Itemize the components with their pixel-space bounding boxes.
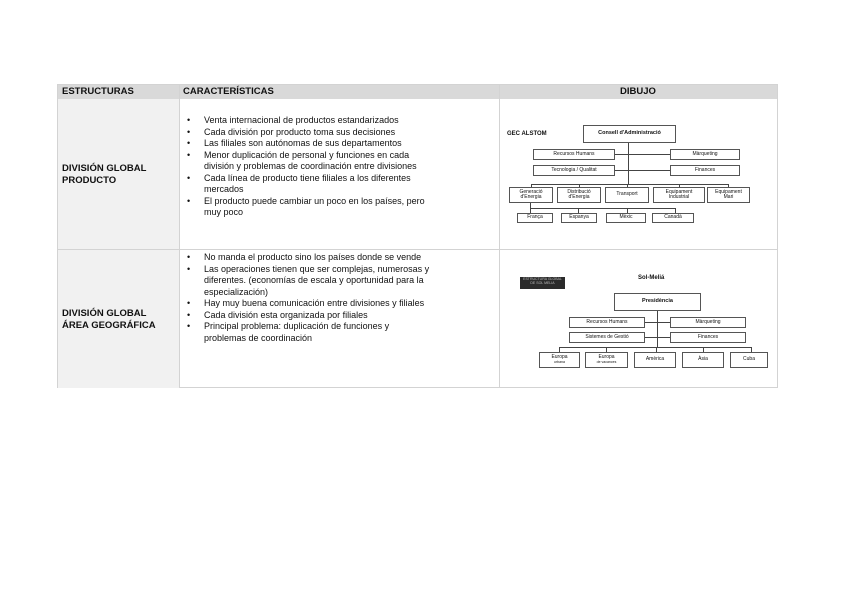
diagram2-bar-text: ESTRUCTURA GLOBAL bbox=[523, 277, 562, 281]
diagram2-staff-left-2: Sistemes de Gestió bbox=[569, 332, 645, 343]
region-label: de vacances bbox=[596, 360, 617, 364]
list-item: • Las operaciones tienen que ser complejas, numerosas y diferentes. (economías de escala y oportunidad para la especialización) bbox=[180, 264, 466, 299]
diagram2-staff-left-1: Recursos Humans bbox=[569, 317, 645, 328]
division-label: Distribució bbox=[567, 188, 591, 195]
diagram2-company: Sol-Meliá bbox=[638, 275, 665, 281]
header-estructuras: ESTRUCTURAS bbox=[62, 86, 134, 97]
diagram2-top-box: Presidència bbox=[614, 293, 701, 311]
diagram2-staff-right-1: Màrqueting bbox=[670, 317, 746, 328]
row1-label bbox=[62, 163, 146, 187]
connector-line bbox=[615, 170, 670, 171]
row1-label-line: PRODUCTO bbox=[62, 175, 117, 186]
diagram2-title-bar bbox=[520, 277, 565, 289]
diagram2-region: Cuba bbox=[730, 352, 768, 368]
diagram1-staff-left-2: Tecnologia / Qualitat bbox=[533, 165, 615, 176]
region-label: urbana bbox=[554, 360, 565, 364]
column-divider bbox=[499, 85, 500, 387]
diagram1-company: GEC ALSTOM bbox=[507, 131, 547, 137]
list-item: • Menor duplicación de personal y funciones en cada división y problemas de coordinación entre divisiones bbox=[180, 150, 466, 173]
row1-characteristics bbox=[180, 115, 466, 219]
diagram1-division bbox=[509, 187, 553, 203]
division-label: d'Energia bbox=[568, 194, 590, 200]
diagram1-country: França bbox=[517, 213, 553, 223]
connector-line bbox=[531, 184, 729, 185]
diagram1-staff-right-1: Màrqueting bbox=[670, 149, 740, 160]
diagram2-staff-right-2: Finances bbox=[670, 332, 746, 343]
diagram1-division: Transport bbox=[605, 187, 649, 203]
division-label: Equipament bbox=[715, 188, 742, 195]
connector-line bbox=[657, 311, 658, 347]
diagram1-country: Espanya bbox=[561, 213, 597, 223]
table-header bbox=[58, 85, 777, 99]
diagram2-region bbox=[539, 352, 580, 368]
connector-line bbox=[530, 208, 676, 209]
region-label: Europa bbox=[551, 353, 568, 360]
list-item: • Hay muy buena comunicación entre divisiones y filiales bbox=[180, 298, 466, 310]
list-item: • Cada línea de producto tiene filiales a los diferentes mercados bbox=[180, 173, 466, 196]
list-item: • Cada división por producto toma sus decisiones bbox=[180, 127, 466, 139]
list-item: • Venta internacional de productos estandarizados bbox=[180, 115, 466, 127]
diagram2-region bbox=[585, 352, 628, 368]
connector-line bbox=[645, 337, 670, 338]
division-label: Generació bbox=[519, 188, 543, 195]
region-label: Europa bbox=[598, 353, 615, 360]
list-item: • Las filiales son autónomas de sus departamentos bbox=[180, 138, 466, 150]
division-label: Mari bbox=[723, 194, 734, 200]
diagram1-top-box: Consell d'Administració bbox=[583, 125, 676, 143]
diagram1-division bbox=[707, 187, 750, 203]
diagram2-region: Amèrica bbox=[634, 352, 676, 368]
row2-label-line: ÁREA GEOGRÁFICA bbox=[62, 320, 156, 331]
division-label: Industrial bbox=[668, 194, 690, 200]
list-item: • Cada división esta organizada por filiales bbox=[180, 310, 466, 322]
row-divider bbox=[58, 249, 777, 250]
division-label: d'Energia bbox=[520, 194, 542, 200]
diagram1-staff-right-2: Finances bbox=[670, 165, 740, 176]
connector-line bbox=[628, 143, 629, 184]
diagram1-division bbox=[653, 187, 705, 203]
row2-label bbox=[62, 308, 156, 332]
connector-line bbox=[615, 154, 670, 155]
diagram2-bar-text: DE SOL MELIA bbox=[530, 281, 555, 285]
division-label: Equipament bbox=[665, 188, 693, 195]
list-item: • Principal problema: duplicación de funciones y problemas de coordinación bbox=[180, 321, 466, 344]
connector-line bbox=[645, 322, 670, 323]
diagram1-country: Mèxic bbox=[606, 213, 646, 223]
diagram1-country: Canadà bbox=[652, 213, 694, 223]
diagram1-staff-left-1: Recursos Humans bbox=[533, 149, 615, 160]
header-dibujo: DIBUJO bbox=[620, 86, 656, 97]
list-item: • El producto puede cambiar un poco en los países, pero muy poco bbox=[180, 196, 466, 219]
row1-label-line: DIVISIÓN GLOBAL bbox=[62, 163, 147, 174]
diagram1-division bbox=[557, 187, 601, 203]
header-caracteristicas: CARACTERÍSTICAS bbox=[183, 86, 274, 97]
diagram2-region: Àsia bbox=[682, 352, 724, 368]
list-item: • No manda el producto sino los países donde se vende bbox=[180, 252, 466, 264]
row2-characteristics bbox=[180, 252, 466, 344]
row2-label-line: DIVISIÓN GLOBAL bbox=[62, 308, 147, 319]
